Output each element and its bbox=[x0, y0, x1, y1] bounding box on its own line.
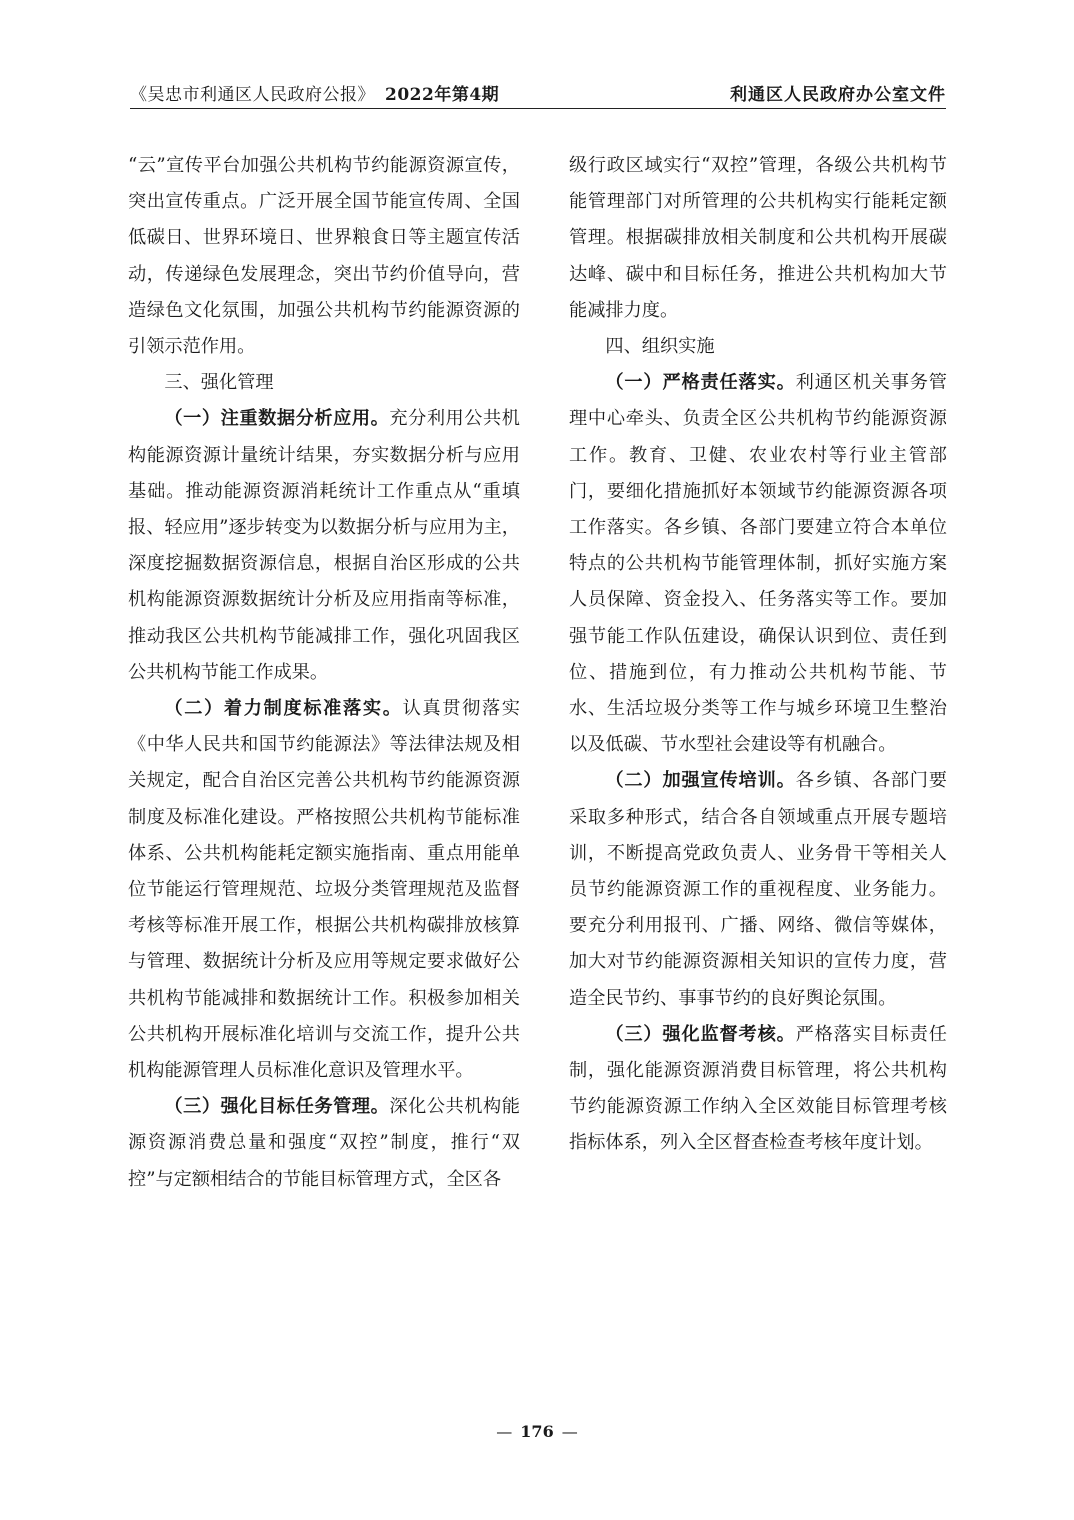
paragraph-lead: （三）强化监督考核。 bbox=[605, 1023, 796, 1045]
paragraph-lead: （一）严格责任落实。 bbox=[605, 372, 796, 394]
paragraph-body: 利通区机关事务管理中心牵头、负责全区公共机构节约能源资源工作。教育、卫健、农业农村等行业主管部门，要细化措施抓好本领域节约能源资源各项工作落实。各乡镇、各部门要建立符合本单位特点的公共机构节能管理体制，抓好实施方案人员保障、资金投入、任务落实等工作。要加强节能工作队伍建设，确保认识到位、责任到位、措施到位，有力推动公共机构节能、节水、生活垃圾分类等工作与城乡环境卫生整治以及低碳、节水型社会建设等有机融合。 bbox=[569, 372, 947, 756]
publication-title: 《吴忠市利通区人民政府公报》 bbox=[130, 85, 375, 105]
paragraph-publicity-training bbox=[569, 763, 947, 1016]
paragraph-target-management bbox=[128, 1089, 520, 1198]
paragraph-responsibility bbox=[569, 365, 947, 763]
header-document-type: 利通区人民政府办公室文件 bbox=[730, 85, 946, 105]
paragraph-body: 严格落实目标责任制，强化能源资源消费目标管理，将公共机构节约能源资源工作纳入全区效能目标管理考核指标体系，列入全区督查检查考核年度计划。 bbox=[569, 1023, 947, 1154]
footer-dash-right: — bbox=[561, 1422, 578, 1441]
page-number: 176 bbox=[520, 1422, 554, 1441]
page-header bbox=[130, 78, 946, 109]
paragraph-continuation: 级行政区域实行“双控”管理，各级公共机构节能管理部门对所管理的公共机构实行能耗定额管理。根据碳排放相关制度和公共机构开展碳达峰、碳中和目标任务，推进公共机构加大节能减排力度。 bbox=[569, 155, 947, 321]
left-column bbox=[128, 148, 520, 1198]
paragraph-lead: （三）强化目标任务管理。 bbox=[164, 1096, 390, 1118]
paragraph-body: 深化公共机构能源资源消费总量和强度“双控”制度，推行“双控”与定额相结合的节能目标管理方式，全区各 bbox=[128, 1096, 520, 1190]
paragraph-lead: （一）注重数据分析应用。 bbox=[164, 408, 390, 430]
paragraph-data-analysis bbox=[128, 401, 520, 691]
paragraph-lead: （二）加强宣传培训。 bbox=[605, 770, 796, 792]
section-heading-implementation: 四、组织实施 bbox=[605, 336, 715, 358]
paragraph-lead: （二）着力制度标准落实。 bbox=[164, 698, 403, 720]
footer-dash-left: — bbox=[496, 1422, 513, 1441]
paragraph-body: 充分利用公共机构能源资源计量统计结果，夯实数据分析与应用基础。推动能源资源消耗统计工作重点从“重填报、轻应用”逐步转变为以数据分析与应用为主，深度挖掘数据资源信息，根据自治区形成的公共机构能源资源数据统计分析及应用指南等标准，推动我区公共机构节能减排工作，强化巩固我区公共机构节能工作成果。 bbox=[128, 408, 520, 683]
paragraph-standards bbox=[128, 691, 520, 1089]
paragraph-continuation: “云”宣传平台加强公共机构节约能源资源宣传，突出宣传重点。广泛开展全国节能宣传周、全国低碳日、世界环境日、世界粮食日等主题宣传活动，传递绿色发展理念，突出节约价值导向，营造绿色文化氛围，加强公共机构节约能源资源的引领示范作用。 bbox=[128, 155, 520, 358]
paragraph-body: 各乡镇、各部门要采取多种形式，结合各自领域重点开展专题培训，不断提高党政负责人、业务骨干等相关人员节约能源资源工作的重视程度、业务能力。要充分利用报刊、广播、网络、微信等媒体，加大对节约能源资源相关知识的宣传力度，营造全民节约、事事节约的良好舆论氛围。 bbox=[569, 770, 947, 1009]
paragraph-supervision bbox=[569, 1017, 947, 1162]
page-footer bbox=[0, 1422, 1074, 1441]
issue-number: 2022年第4期 bbox=[385, 85, 500, 105]
paragraph-body: 认真贯彻落实《中华人民共和国节约能源法》等法律法规及相关规定，配合自治区完善公共机构节约能源资源制度及标准化建设。严格按照公共机构节能标准体系、公共机构能耗定额实施指南、重点用能单位节能运行管理规范、垃圾分类管理规范及监督考核等标准开展工作，根据公共机构碳排放核算与管理、数据统计分析及应用等规定要求做好公共机构节能减排和数据统计工作。积极参加相关公共机构开展标准化培训与交流工作，提升公共机构能源管理人员标准化意识及管理水平。 bbox=[128, 698, 520, 1082]
section-heading-management: 三、强化管理 bbox=[164, 372, 274, 394]
header-publication bbox=[130, 80, 499, 105]
right-column bbox=[569, 148, 947, 1162]
